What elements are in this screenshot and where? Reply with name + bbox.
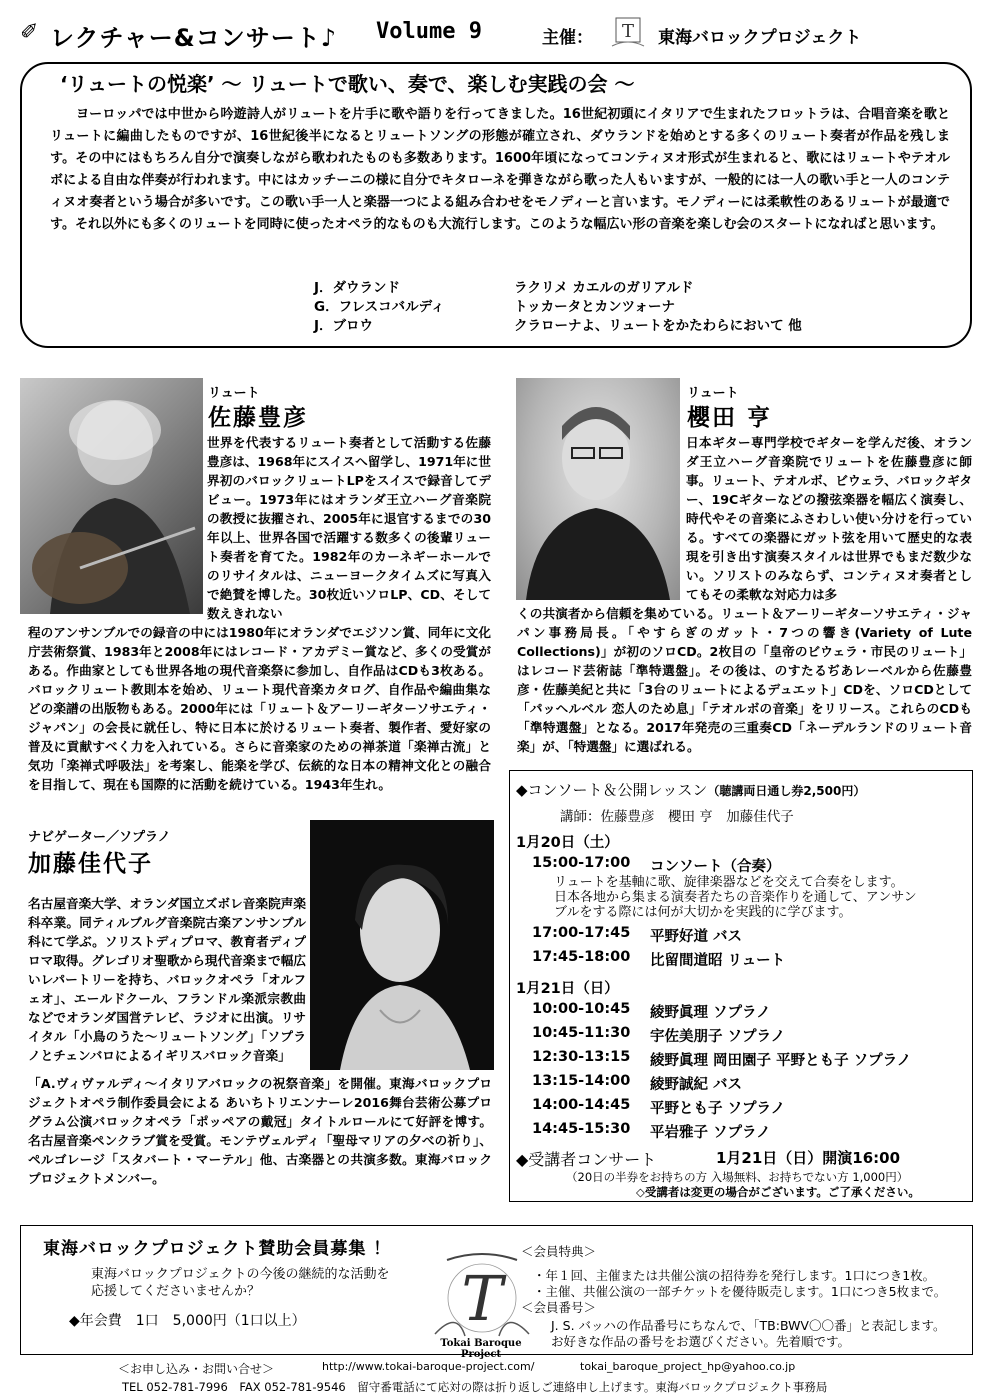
change-notice: ◇受講者は変更の場合がございます。ご了承ください。: [636, 1185, 920, 1199]
description-line: リュートを基軸に歌、旋律楽器などを交えて合奏をします。: [554, 875, 904, 890]
page-title: レクチャー&コンサート♪: [50, 24, 338, 52]
repertoire-piece: ラクリメ カエルのガリアルド: [514, 280, 694, 296]
schedule-time: 10:00-10:45: [532, 1001, 631, 1017]
page-header: [20, 16, 980, 56]
day2-date: 1月21日（日）: [516, 981, 619, 997]
schedule-item: 宇佐美朋子 ソプラノ: [650, 1029, 786, 1045]
member-number-label: ＜会員番号＞: [521, 1300, 597, 1315]
repertoire-piece: クラローナよ、リュートをかたわらにおいて 他: [514, 318, 802, 334]
kato-photo: [310, 820, 494, 1070]
benefit-item: ・主催、共催公演の一部チケットを優待販売します。1口につき5枚まで。: [533, 1284, 947, 1299]
repertoire-composer: J．ダウランド: [314, 280, 401, 296]
kato-name: 加藤佳代子: [28, 851, 153, 877]
schedule-time: 13:15-14:00: [532, 1073, 631, 1089]
sakurada-role: リュート: [687, 386, 739, 401]
svg-text:T: T: [461, 1262, 503, 1335]
sato-photo: [20, 378, 203, 614]
schedule-item: 比留間道昭 リュート: [650, 953, 786, 969]
sakurada-bio-continued: くの共演者から信頼を集めている。リュート＆アーリーギターソサエティ・ジャパン事務局長。「やすらぎのガット・7つの響き(Variety of Lute Collections)」が初のソロCD。2枚目の「皇帝のビウェラ・市民のリュート」はレコード芸術誌「準特選盤」。その後は、のすたるぢあレーベルから佐藤豊彦・佐藤美紀と共に「3台のリュートによるデュエット」CDを、ソロCDとして「パッヘルベル 恋人のため息」「テオルボの音楽」をリリース。これらのCDも「準特選盤」となる。2017年発売の三重奏CD「ネーデルランドのリュート音楽」が、「特選盤」に選ばれる。: [517, 606, 972, 754]
pencil-icon: ✐: [20, 20, 39, 45]
kato-bio-continued: 「A.ヴィヴァルディ～イタリアバロックの祝祭音楽」を開催。東海バロックプロジェクトオペラ制作委員会による あいちトリエンナーレ2016舞台芸術公募プログラム公演バロックオペラ「ポッペアの戴冠」タイトルロールにて好評を博す。名古屋音楽ペンクラブ賞を受賞。モンテヴェルディ「聖母マリアの夕べの祈り」、ペルゴレージ「スタバート・マーテル」他、古楽器との共演多数。東海バロックプロジェクトメンバー。: [28, 1076, 492, 1186]
member-number-text: お好きな作品の番号をお選びください。先着順です。: [551, 1334, 851, 1349]
repertoire-composer: J．ブロウ: [314, 318, 374, 334]
benefit-item: ・年１回、主催または共催公演の招待券を発行します。1口につき1枚。: [533, 1268, 936, 1283]
schedule-time: 10:45-11:30: [532, 1025, 631, 1041]
email-link[interactable]: tokai_baroque_project_hp@yahoo.co.jp: [580, 1360, 796, 1373]
sato-bio: 世界を代表するリュート奏者として活動する佐藤豊彦は、1968年にスイスへ留学し、1971年に世界初のバロックリュートLPをスイスで録音してデビュー。1973年にはオランダ王立ハーグ音楽院の教授に抜擢され、2005年に退官するまでの30年以上、世界各国で活躍する数多くの後輩リュート奏者を育てた。1982年のカーネギーホールでのリサイタルは、ニューヨークタイムズに写真入で絶賛を博した。30枚近いソロLP、CD、そして数えきれない: [207, 435, 491, 621]
schedule-price-note: （聴講両日通し券2,500円）: [707, 784, 866, 798]
kato-bio: 名古屋音楽大学、オランダ国立ズボレ音楽院声楽科卒業。同ティルブルグ音楽院古楽アンサンブル科にて学ぶ。ソリストディプロマ、教育者ディプロマ取得。グレゴリオ聖歌から現代音楽まで幅広いレパートリーを持ち、バロックオペラ「オルフェオ」、エールドクール、フランドル楽派宗教曲などでオランダ国営テレビ、ラジオに出演。リサイタル「小鳥のうた～リュートソング」「ソプラノとチェンバロによるイギリスバロック音楽」: [28, 896, 306, 1063]
logo-caption: Tokai Baroque Project: [440, 1338, 522, 1360]
tokai-baroque-logo-icon: [608, 16, 648, 50]
sato-role: リュート: [208, 386, 260, 401]
schedule-time: 17:00-17:45: [532, 925, 631, 941]
lecture-title: ‘リュートの悦楽’ ～ リュートで歌い、奏で、楽しむ実践の会 ～: [60, 72, 635, 96]
sakurada-photo: [516, 378, 680, 600]
organizer-label: 主催：: [542, 28, 593, 48]
schedule-time: 17:45-18:00: [532, 949, 631, 965]
lecture-description: ヨーロッパでは中世から吟遊詩人がリュートを片手に歌や語りを行ってきました。16世紀初頭にイタリアで生まれたフロットラは、合唱音楽を歌とリュートに編曲したものですが、16世紀後半になるとリュートソングの形態が確立され、ダウランドを始めとする多くのリュート奏者が作品を残します。その中にはもちろん自分で演奏しながら歌われたものも多数あります。1600年頃になってコンティヌオ形式が生まれると、歌にはリュートやテオルボによる自由な伴奏が行われます。中にはカッチーニの様に自分でキタローネを弾きながら歌った人もいますが、一般的には一人の歌い手と一人のコンティヌオ奏者という場合が多いです。この歌い手一人と楽器一つによる組み合わせをモノディーと言います。モノディーには柔軟性のあるリュートが最適です。それ以外にも多くのリュートを同時に使ったオペラ的なものも大流行します。このような幅広い形の音楽を楽しむ会のスタートになればと思います。: [50, 107, 950, 232]
schedule-item: 平野好道 バス: [650, 929, 743, 945]
description-line: 日本各地から集まる演奏者たちの音楽作りを通して、アンサン: [554, 890, 917, 905]
sakurada-bio: 日本ギター専門学校でギターを学んだ後、オランダ王立ハーグ音楽院でリュートを佐藤豊彦に師事。リュート、テオルボ、ビウェラ、バロックギター、19Cギターなどの撥弦楽器を幅広く演奏し、時代やその音楽にふさわしい使い分けを行っている。すべての楽器にガット弦を用いて歴史的な表現を引き出す演奏スタイルは世界でもまだ数少ない。ソリストのみならず、コンティヌオ奏者としてもその柔軟な対応力は多: [686, 435, 973, 602]
sato-bio-continued: 程のアンサンブルでの録音の中には1980年にオランダでエジソン賞、同年に文化庁芸術祭賞、1983年と2008年にはレコード・アカデミー賞など、多くの受賞がある。作曲家としても世界各地の現代音楽祭に参加し、自作品はCDも3枚ある。バロックリュート教則本を始め、リュート現代音楽カタログ、自作品や編曲集などの楽譜の出版物もある。2000年には「リュート＆アーリーギターソサエティ・ジャパン」の会長に就任し、特に日本に於けるリュート奏者、製作者、愛好家の普及に貢献すべく力を入れている。さらに音楽家のための禅茶道「楽禅古流」と気功「楽禅式呼吸法」を考案し、能楽を学び、伝統的な日本の精神文化との融合を目指して、現在も国際的に活動を続けている。1943年生れ。: [28, 625, 491, 792]
repertoire-composer: G．フレスコバルディ: [314, 299, 445, 315]
schedule-title: ◆コンソート＆公開レッスン: [516, 781, 708, 799]
schedule-item: 平岩雅子 ソプラノ: [650, 1125, 771, 1141]
repertoire-piece: トッカータとカンツォーナ: [514, 299, 676, 315]
volume-label: Volume 9: [376, 19, 482, 44]
membership-title: 東海バロックプロジェクト賛助会員募集 ！: [43, 1239, 392, 1259]
schedule-item: 綾野眞理 岡田園子 平野とも子 ソプラノ: [650, 1053, 912, 1069]
contact-phones: TEL 052-781-7996 FAX 052-781-9546 留守番電話にて応対の際は折り返しご連絡申し上げます。東海バロックプロジェクト事務局: [122, 1380, 828, 1394]
schedule-item: 綾野眞理 ソプラノ: [650, 1005, 771, 1021]
membership-appeal: [91, 1266, 431, 1300]
kato-role: ナビゲーター／ソプラノ: [28, 830, 171, 845]
appeal-line: 応援してくださいませんか？: [91, 1284, 261, 1299]
student-concert-date: 1月21日（日）開演16:00: [716, 1149, 901, 1167]
schedule-instructors: 講師：佐藤豊彦 櫻田 亨 加藤佳代子: [560, 809, 794, 825]
appeal-line: 東海バロックプロジェクトの今後の継続的な活動を: [91, 1267, 390, 1282]
schedule-time: 14:45-15:30: [532, 1121, 631, 1137]
schedule-time: 15:00-17:00: [532, 855, 631, 871]
membership-section: [20, 1225, 973, 1360]
student-concert-heading: ◆受講者コンサート: [516, 1150, 657, 1169]
schedule-item: 綾野誠紀 バス: [650, 1077, 743, 1093]
lecture-section: [20, 62, 972, 348]
sato-name: 佐藤豊彦: [208, 405, 308, 431]
sakurada-name: 櫻田 亨: [687, 405, 773, 431]
organizer-name: 東海バロックプロジェクト: [658, 28, 862, 48]
member-number-text: J. S. バッハの作品番号にちなんで、「TB:BWV〇〇番」と表記します。: [551, 1318, 946, 1333]
schedule-item: コンソート（合奏）: [650, 859, 781, 875]
description-line: ブルをする際には何が大切かを実践的に学びます。: [554, 905, 852, 920]
website-link[interactable]: http://www.tokai-baroque-project.com/: [322, 1360, 535, 1373]
schedule-time: 14:00-14:45: [532, 1097, 631, 1113]
schedule-item: 平野とも子 ソプラノ: [650, 1101, 786, 1117]
schedule-section: [509, 770, 973, 1202]
student-concert-price: （20日の半券をお持ちの方 入場無料、お持ちでない方 1,000円）: [566, 1170, 909, 1184]
contact-label: ＜お申し込み・お問い合せ＞: [118, 1362, 275, 1376]
schedule-heading: [516, 779, 865, 800]
svg-text:T: T: [621, 21, 635, 42]
membership-fee: ◆年会費 1口 5,000円（1口以上）: [69, 1313, 306, 1329]
day1-date: 1月20日（土）: [516, 835, 619, 851]
schedule-time: 12:30-13:15: [532, 1049, 631, 1065]
day1-description: [554, 875, 917, 920]
benefits-label: ＜会員特典＞: [521, 1244, 597, 1259]
